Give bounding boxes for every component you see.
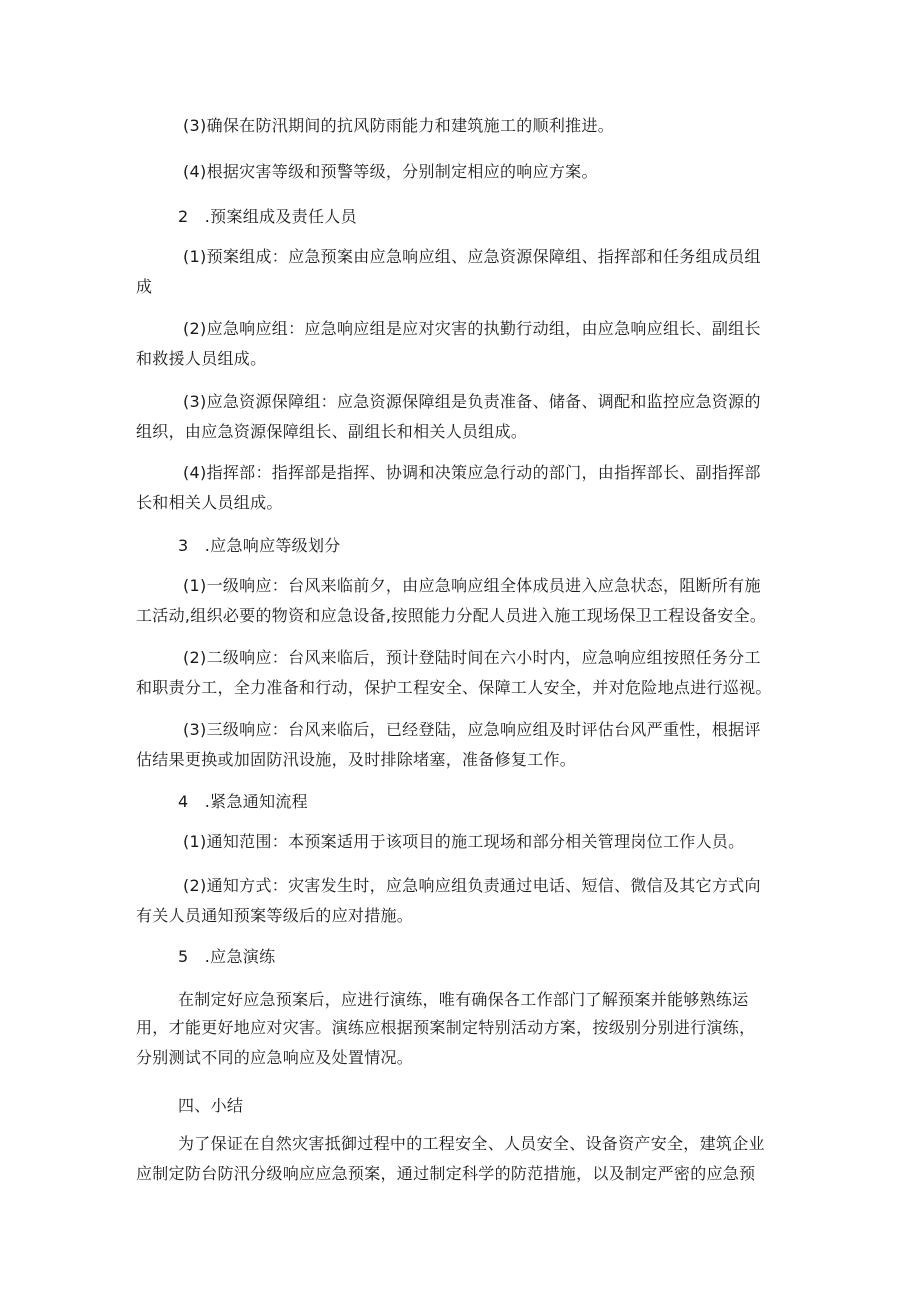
paragraph-line: 长和相关人员组成。: [136, 493, 283, 512]
paragraph-line: 成: [136, 277, 153, 296]
paragraph-line: 为了保证在自然灾害抵御过程中的工程安全、人员安全、设备资产安全，建筑企业: [178, 1134, 765, 1153]
paragraph-line: (4)根据灾害等级和预警等级，分别制定相应的响应方案。: [183, 162, 598, 181]
paragraph-line: (3)应急资源保障组：应急资源保障组是负责准备、储备、调配和监控应急资源的: [183, 392, 761, 411]
section-heading: 2 .预案组成及责任人员: [178, 207, 357, 226]
paragraph-line: (2)二级响应：台风来临后，预计登陆时间在六小时内，应急响应组按照任务分工: [183, 648, 761, 667]
paragraph-line: 工活动,组织必要的物资和应急设备,按照能力分配人员进入施工现场保卫工程设备安全。: [136, 606, 767, 625]
paragraph-line: 在制定好应急预案后，应进行演练，唯有确保各工作部门了解预案并能够熟练运: [178, 990, 749, 1009]
paragraph-line: (3)三级响应：台风来临后，已经登陆，应急响应组及时评估台风严重性，根据评: [183, 720, 761, 739]
paragraph-line: (1)预案组成：应急预案由应急响应组、应急资源保障组、指挥部和任务组成员组: [183, 247, 761, 266]
paragraph-line: (3)确保在防汛期间的抗风防雨能力和建筑施工的顺利推进。: [183, 116, 615, 135]
section-heading: 3 .应急响应等级划分: [178, 536, 341, 555]
paragraph-line: 分别测试不同的应急响应及处置情况。: [136, 1048, 414, 1067]
paragraph-line: (2)应急响应组：应急响应组是应对灾害的执勤行动组，由应急响应组长、副组长: [183, 319, 761, 338]
section-heading: 5 .应急演练: [178, 947, 276, 966]
paragraph-line: 组织，由应急资源保障组长、副组长和相关人员组成。: [136, 422, 528, 441]
paragraph-line: 有关人员通知预案等级后的应对措施。: [136, 906, 414, 925]
paragraph-line: 用，才能更好地应对灾害。演练应根据预案制定特别活动方案，按级别分别进行演练，: [136, 1018, 756, 1037]
paragraph-line: 估结果更换或加固防汛设施，及时排除堵塞，准备修复工作。: [136, 750, 577, 769]
paragraph-line: (1)通知范围：本预案适用于该项目的施工现场和部分相关管理岗位工作人员。: [183, 832, 745, 851]
section-heading: 四、小结: [178, 1096, 244, 1115]
paragraph-line: 和职责分工，全力准备和行动，保护工程安全、保障工人安全，并对危险地点进行巡视。: [136, 678, 772, 697]
paragraph-line: 和救援人员组成。: [136, 349, 267, 368]
paragraph-line: (2)通知方式：灾害发生时，应急响应组负责通过电话、短信、微信及其它方式向: [183, 876, 761, 895]
paragraph-line: 应制定防台防汛分级响应应急预案，通过制定科学的防范措施，以及制定严密的应急预: [136, 1164, 756, 1183]
section-heading: 4 .紧急通知流程: [178, 792, 308, 811]
paragraph-line: (4)指挥部：指挥部是指挥、协调和决策应急行动的部门，由指挥部长、副指挥部: [183, 463, 761, 482]
paragraph-line: (1)一级响应：台风来临前夕，由应急响应组全体成员进入应急状态，阻断所有施: [183, 576, 761, 595]
